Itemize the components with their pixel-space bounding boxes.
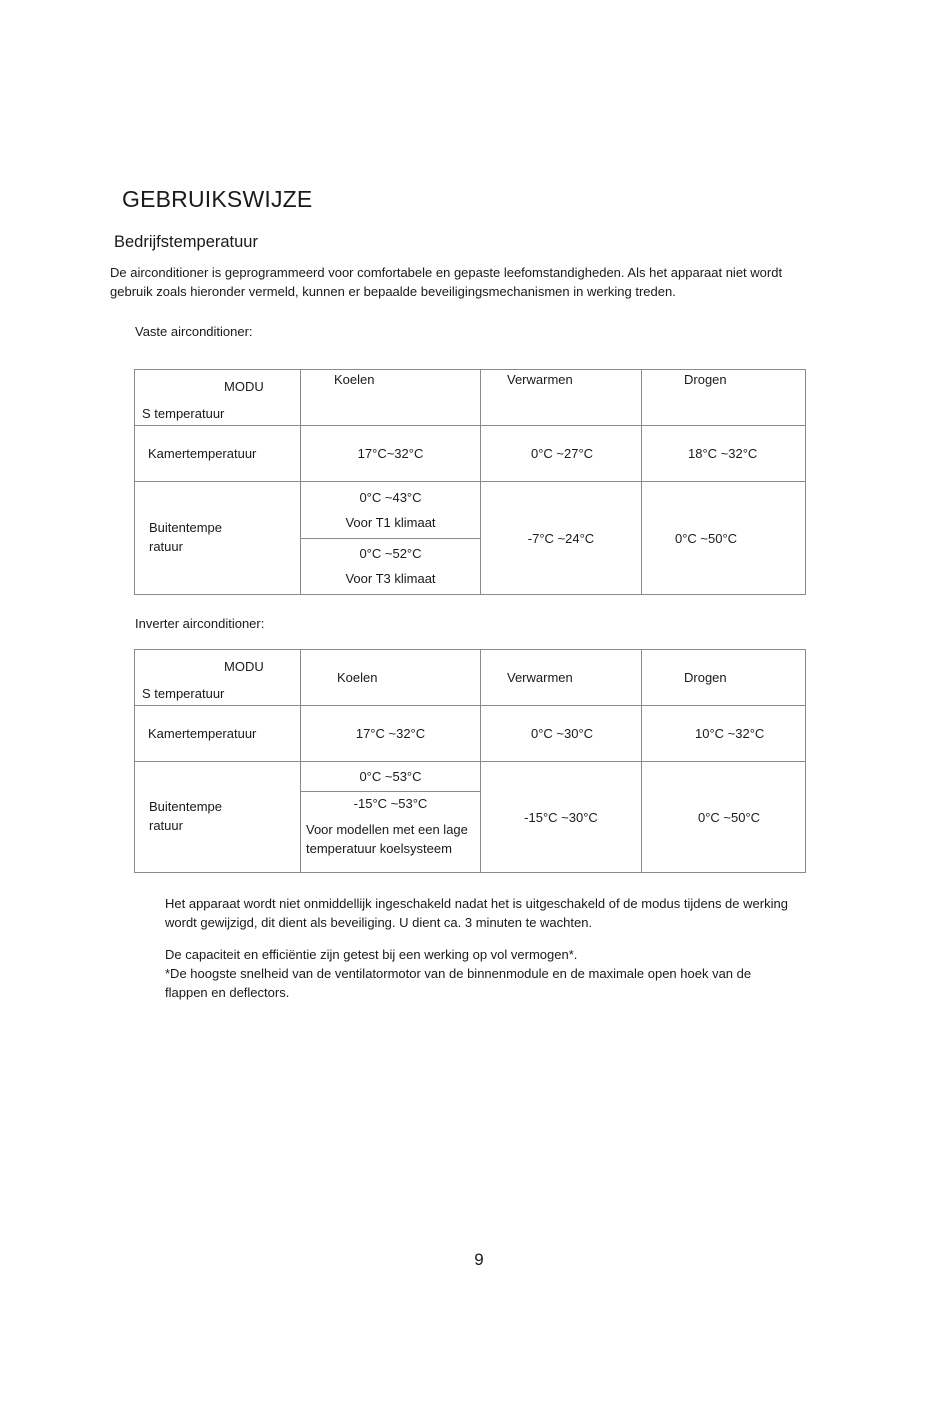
room-label: Kamertemperatuur: [135, 706, 301, 762]
table-header-row: [135, 370, 806, 426]
room-heat: 0°C ~27°C: [481, 426, 642, 482]
room-heat: 0°C ~30°C: [481, 706, 642, 762]
page-number: 9: [474, 1250, 484, 1269]
header-mode-line1: MODU: [224, 659, 264, 674]
room-dry: 18°C ~32°C: [642, 426, 806, 482]
outdoor-cool-t1-note: Voor T1 klimaat: [345, 515, 436, 530]
header-mode-line2: S temperatuur: [142, 686, 225, 701]
outdoor-label-line1: Buitentempe: [149, 520, 222, 535]
header-heat: Verwarmen: [481, 650, 642, 706]
header-dry-cell: [642, 370, 806, 426]
room-cool: 17°C~32°C: [301, 426, 481, 482]
outdoor-cool-t3: [301, 538, 480, 596]
outdoor-label-line2: ratuur: [149, 818, 183, 833]
outdoor-cool-t1-value: 0°C ~43°C: [359, 490, 422, 505]
header-heat-cell: [481, 370, 642, 426]
outdoor-cool-t1: [301, 482, 480, 538]
header-dry: Drogen: [642, 650, 806, 706]
outdoor-heat: -15°C ~30°C: [481, 762, 642, 873]
header-dry: Drogen: [684, 372, 727, 387]
inverter-table-label: Inverter airconditioner:: [135, 616, 265, 631]
outdoor-cool-lowtemp-note: Voor modellen met een lage temperatuur koelsysteem: [306, 822, 468, 856]
outdoor-cool-lowtemp: [301, 791, 480, 874]
intro-paragraph: De airconditioner is geprogrammeerd voor comfortabele en gepaste leefomstandigheden. Als het apparaat niet wordt gebruik zoals hieronder vermeld, kunnen er bepaalde beveiligingsmechanismen in werking treden.: [110, 265, 783, 299]
outdoor-dry: 0°C ~50°C: [642, 482, 806, 595]
note-protection: Het apparaat wordt niet onmiddellijk ingeschakeld nadat het is uitgeschakeld of de modus tijdens de werking wordt gewijzigd, dit dient als beveiliging. U dient ca. 3 minuten te wachten.: [165, 896, 788, 930]
header-heat: Verwarmen: [507, 372, 573, 387]
table-row: [135, 706, 806, 762]
note-capacity-footnote: *De hoogste snelheid van de ventilatormotor van de binnenmodule en de maximale open hoek van de flappen en deflectors.: [165, 966, 752, 1000]
section-subheading: Bedrijfstemperatuur: [114, 233, 258, 251]
outdoor-heat: -7°C ~24°C: [481, 482, 642, 595]
table-row: [135, 762, 806, 873]
outdoor-label-cell: [135, 762, 301, 873]
note-capacity: De capaciteit en efficiëntie zijn getest bij een werking op vol vermogen*.: [165, 947, 578, 962]
fixed-temperature-table: [134, 369, 806, 595]
room-dry: 10°C ~32°C: [642, 706, 806, 762]
outdoor-cool-lowtemp-value: -15°C ~53°C: [353, 796, 428, 811]
outdoor-cool-t3-value: 0°C ~52°C: [359, 546, 422, 561]
header-mode-cell: [135, 370, 301, 426]
outdoor-dry: 0°C ~50°C: [642, 762, 806, 873]
header-mode-cell: [135, 650, 301, 706]
table-header-row: [135, 650, 806, 706]
page-heading: GEBRUIKSWIJZE: [122, 186, 313, 212]
outdoor-cool-cell: [301, 762, 481, 873]
outdoor-label-line2: ratuur: [149, 539, 183, 554]
header-mode-line2: S temperatuur: [142, 406, 225, 421]
outdoor-cool-t3-note: Voor T3 klimaat: [345, 571, 436, 586]
table-row: [135, 426, 806, 482]
outdoor-cool-standard-value: 0°C ~53°C: [359, 769, 422, 784]
outdoor-label-cell: [135, 482, 301, 595]
outdoor-cool-cell: [301, 482, 481, 595]
room-label: Kamertemperatuur: [135, 426, 301, 482]
header-cool: Koelen: [334, 372, 375, 387]
header-cool-cell: [301, 370, 481, 426]
table-row: [135, 482, 806, 595]
room-cool: 17°C ~32°C: [301, 706, 481, 762]
header-mode-line1: MODU: [224, 379, 264, 394]
inverter-temperature-table: [134, 649, 806, 873]
fixed-table-label: Vaste airconditioner:: [135, 324, 253, 339]
header-cool: Koelen: [301, 650, 481, 706]
outdoor-label-line1: Buitentempe: [149, 799, 222, 814]
outdoor-cool-standard: [301, 762, 480, 791]
